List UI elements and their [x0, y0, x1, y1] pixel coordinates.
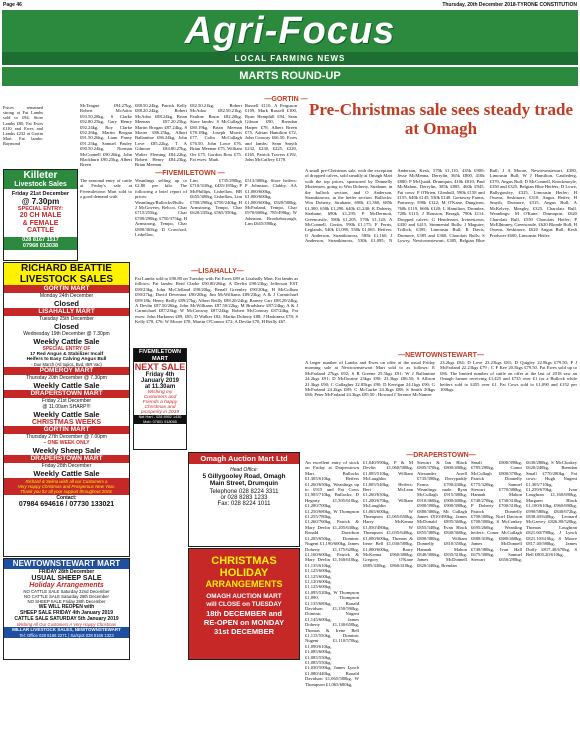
fmt-date1: Friday 4th	[145, 372, 175, 378]
richard-title2: LIVESTOCK SALES	[4, 274, 129, 285]
omagh-auction-ad	[188, 452, 300, 547]
nts-wish: Wishing All Our Customers A Very Happy Christmas	[16, 622, 117, 627]
draperstown-col2: £1,040/590kg, P & M Devlin £1,060/580kg, £1,005/510kg, William McLaughlin £1,005/540kg. Heifers: Bert McLean £1,260/650kg, £1,200/670kg, William McLaughlin £1,065/600kg, W Thompson £1,065/650kg, Harry McKenna £1,050/480kg, W Thompson £1,035/640kg, £1,000/600kg, Thomas & Irene Bell £1,030/580kg, £1,000/600kg, Barry McKenna £960/480kg, Gregory O'Kane £885/430kg, £860/410kg, Stewart & Ian Black £805/370kg, £800/400kg, Alexander Arrell £735/390kg, Derrypaddy Farms £700/430kg. Weanlings: male: Ryan McCullagh £915/380kg, £910/460kg, £900/400kg, £900/390kg, £900/390kg, £880/380kg, Mc Cullagh James £910/490kg, James McDonald £895/360kg, £855/340kg, Evan Black £855/380kg, £840/360kg, £800/380kg, William Donnelly £810/350kg, Hannah Mahon £840/300kg, £835/310kg, James McDonnell £820/340kg, Brendan	[363, 460, 467, 568]
fmt-wish1: Wishing my	[147, 390, 173, 395]
special-entry: SPECIAL ENTRY OF	[42, 346, 91, 352]
draperstown-col3: Small £800/390kg, £785/290kg, Conor McCullagh £800/370kg, Patrick Donnelly £775/320kg, Samuel Stewart £770/380kg, Hannah Mahon £740/270kg, £730/310kg, P Doherty £700/310kg, Patrick Donnelly £700/300kg, Noel Davison £700/300kg, S McConkey £695/260kg. Weanling heifers: Conor McCullagh £880/410kg, £880/460kg, James McDonnell £740/380kg, Ivan Hall £675/300kg, Samuel Stewart £650/290kg, £630/280kg, S McCluskey £620/240kg, Brendan Small £770/280kg. Fat cows: Hugh Nugent £1,305/710kg, £1,259/670kg. Ivan Loughran £1,160/690kg, Margaret Black £1,100/610kg, £960/690kg, £990/580kg, £840/672kg, £838.40/640kg, Leonard McGarvey £826.80/520kg, Thomas Loughran £821.60/790kg, J Lynch £821.10/610kg, S Moore £817.40/580kg, James Duffy £817.40/670kg, S Bell £805.20/610kg.	[471, 460, 577, 563]
nts-line3: NO SHEEP SALE Friday 28th December	[27, 599, 106, 604]
draperstown-mart-label-2: DRAPERSTOWN MART	[4, 455, 129, 463]
fivemiletown-ad	[133, 348, 187, 450]
pomeroy-sale: Weekly Cattle Sale	[33, 381, 100, 390]
killeter-title: Killeter	[4, 170, 77, 181]
gortin-col4: £82.50.21kg, Robert McAdoo £82.50.21kg, Pauline Bruin £82.20kg. Store lambs: S McCullagh £80.19kg, Brian Meenan £78.18kg, Joseph Morris £77, Colin McCullagh £76.50, John Lowe £76, Brian Meenan £75, William Orr £75, Gordon Ross £75. Fat ewes: Mark	[190, 103, 242, 163]
lisahally-mart-label: LISAHALLY MART	[4, 308, 129, 316]
fivemiletown-col2: Weanlings selling up to £2.80 per kilo. The following a brief report of prices: Weanlings/Bullocks/Bulls: J McGovern, Belcoo, Char £715/255kg, Char £700/290kg, £750/375kg; H Armstrong, Tempo, Char £800/365kg; D Crawford, Lisbellaw,	[135, 178, 187, 238]
gortin-col5: Russell £110, A Ferguson £109, Mark Russell £100, Ryan Hemphill £94, Sean Gibson £90, Brendan Harper £78. Albert Breen £75, Adrian Hamilton £72, John Conway £66.50. Ewes and lambs: Sean Smyth £232, £230, £225, £220, £165, Patrick Travers £192, John McCaffrey £170.	[245, 103, 297, 163]
gortin-closed: Closed	[53, 299, 79, 308]
killeter-subtitle: Livestock Sales	[4, 181, 77, 189]
lisahally-body: Fat Lambs sold to £90.80 on Tuesday with Fat Ewes £89 at Lisahally Mart. Fat lambs as follows: Fat lambs: Reid Clarke £90.80/26kg; A Devlin £90/23kg; Jefferson EST £90/23kg, John McClelland £90/20kg, Renall Greenley £90/20kg; H McCollum £90/27kg; David Devennor £90/20kg; Jim McWilliams £89/23kg; A & J Carmichael £89/18k; Henry Reilly £89/27kg; Albert Reilly £88.20/24kg; Barney Carr £88.20/24kg, A Devlin £87.50/26kg, John McWilliams £87.50/22kg; M Bradshaw £87/24kg; A & J Carmichael £87/23kg; W McConway £87/24kg; Robert McConway £87/24kg. Fat ewes: John Harkness £89, £85; D Walker £82; Martin Doherty £88; J Harkiness £78; S Kelly £78, £76; W Moore £78, Martin O'Connor £72; A Devlin £70, H Reilly £67.	[135, 276, 298, 325]
draperstown-sale-2: Weekly Cattle Sale	[33, 469, 100, 478]
contact-phones: 07984 694616 / 07730 133021	[18, 501, 115, 508]
lisahally-closed: Closed	[53, 322, 79, 331]
fmt-time: at 11.30am	[144, 384, 176, 390]
omagh-title: Omagh Auction Mart Ltd	[189, 453, 299, 464]
gortin-date-2: Thursday 27th December @ 7.00pm	[26, 434, 107, 440]
feature-headline: Pre-Christmas sale sees steady trade at Omagh	[308, 100, 574, 138]
fmt-mob: Mob: 07801 918065	[134, 420, 186, 425]
killeter-phone1: 028 8167 1517	[4, 237, 77, 244]
page-header	[0, 0, 580, 10]
nts-line2: NO CATTLE SALE Saturday 29th December	[24, 594, 109, 599]
section-title: MARTS ROUND-UP	[2, 67, 578, 86]
omagh-fax: Fax: 028 8224 1011	[217, 501, 271, 507]
gortin-section-header: —GORTIN —	[264, 96, 308, 103]
draperstown-col1: An excellent entry of stock on Friday at Draperstown Mart. Bullocks £1,305/610kg. Heifers £1,260/650kg. Weanlings up to £915 and Fat Cows £1,905/710kg. Bullocks: D Hegarty £1,305/610kg, £1,280/700kg, £1,250/680kg, W Thompson £1,255/780kg, £1,260/760kg, Patrick & Mary Devlin £1,205/630kg, Ronald Davidson £1,205/650kg, Dominic Nugent £1,190/600kg, James Doherty £1,175/620kg, £1,160/600kg, Patrick & Mary Devlin £1,160/610kg, £1,135/610kg, £1,125/600kg, £1,125/600kg, £1,120/600kg, £1,125/600kg, £1,095/520kg, W Thompson £1,090, Thompson £1,135/680kg, Ronald Davidson £1,150/590kg, Dominic Nugent £1,145/600kg, James Doherty £1,130/650kg, Thomas & Irene Bell £1,115/550kg, Dominic Nugent £1,110/570kg, £1,090/610kg, £1,085/600kg, £1,085/550kg, £1,085/550kg, £1,030/500kg, James Lynch £1,080/440kg, Ronald Davidson £1,065/580kg, W Thompson £1,065/680kg,	[305, 460, 359, 687]
xmas-line5: will CLOSE on TUESDAY	[206, 601, 282, 608]
special-detail3: - Due March (All topics, Bvd, IBR Vac)	[31, 362, 102, 367]
one-week-only: – ONE WEEK ONLY	[43, 440, 90, 446]
killeter-entry2: & FEMALE	[22, 219, 59, 227]
xmas-line7: RE-OPEN on MONDAY	[203, 618, 285, 627]
gortin-col3: £88.50.24kg, Patrick Kelly £88.20.24kg, Robert McAdoo £88.24kg, Brian Meenan £87.20.25kg, Martin Brogan £87.24kg, S Moore £86.25kg, Albert Ballantine £86.24kg, John Love £85.22kg, T A Gilmore £84.80.27kg, Walter Fleming £84.22kg, Robert Henry £84.23kg, Brian Meenan	[135, 103, 187, 168]
richard-title1: RICHARD BEATTIE	[4, 263, 129, 274]
page-number: Page 46	[3, 2, 22, 8]
fivemiletown-col3: Lim £735/290kg, £710/310kg, £435/185kg; P McPhillips, Lisbellaw, BB £655/300kg, Lisbellaw, Lim £700/290kg, £750/240kg; H Armstrong, Tempo, Char £620/235kg, £565/350kg,	[190, 178, 242, 216]
omagh-head-office: Head Office:	[230, 467, 258, 473]
wed-date: Wednesday 19th December @ 7.30pm	[23, 331, 110, 337]
newtownstewart-ad	[3, 558, 130, 660]
masthead	[2, 10, 578, 52]
greeting-banner	[4, 478, 129, 495]
newtownstewart-col1: A larger number of Lambs and Ewes on offer at the usual Friday morning sale at Newtownstewart Mart sold to as follows: E McFarland 27kgs £92; S R Greene 25.5kgs £91; W J Ballantine 24.2kgs £91; D McIlwaine 23kgs £90; 23.3kgs £86.50; S Allison 21.3kgs £90; C Gallagher 22.85kgs £90; D Kerrigan 24.1kgs £90; G McFarland 24.2kgs £89; C McGurke 24.3kgs £88; S Smith 20kgs £86; Peter McFarland 24.3kgs £85.50 ; Howard J Terence McNamee	[305, 360, 435, 398]
draperstown-time: @ 11.00am SHARP!!!	[42, 404, 91, 410]
omagh-tel: Telephone 028 8224 3311	[209, 489, 279, 495]
draperstown-date: Friday 21st December	[41, 398, 92, 404]
contact-label: Contact:	[56, 495, 77, 501]
lisahally-section-header: —LISAHALLY—	[191, 268, 244, 275]
fmt-wish4: Christmas and	[144, 405, 176, 410]
killeter-time: @ 7.30pm	[21, 197, 60, 206]
nts-line5: CATTLE SALE SATURDAY 5th January 2019	[14, 616, 119, 622]
special-detail2: Heifers to Easy Calving Angus Bull	[26, 357, 107, 362]
pomeroy-mart-label: POMEROY MART	[4, 367, 129, 375]
xmas-line6: 18th DECEMBER and	[206, 609, 282, 618]
xmas-line8: 31st DECEMBER	[213, 627, 274, 636]
fivemiletown-intro: The seasonal entry of cattle at Friday's sale at Fivemiletown Mart sold to a good demand with	[80, 178, 132, 200]
omagh-tel2: or 028 8283 1233	[220, 495, 268, 501]
nts-line4: SHEEP SALE FRIDAY 4th January 2019	[19, 610, 113, 616]
date-line: Thursday, 20th December 2018-TYRONE CONSTITUTION	[442, 2, 577, 8]
fmt-date2: January 2019	[140, 378, 180, 384]
xmas-line3: ARRANGEMENTS	[205, 579, 283, 589]
fmt-next-sale: NEXT SALE	[134, 362, 186, 372]
nts-reopen: WE WILL REOPEN with	[38, 604, 95, 610]
draperstown-section-header: —DRAPERSTOWN—	[406, 452, 476, 459]
greeting-line3: Thank you for all your support throughout 2018.	[20, 489, 113, 494]
nts-title: NEWTOWNSTEWART MART	[4, 559, 129, 569]
nts-tel: Tel: Office 028 8166 2271 | Sa/spot 028 8166 1323	[4, 633, 129, 638]
fmt-wish3: Friends a happy	[142, 400, 178, 405]
killeter-entry3: CATTLE	[26, 227, 55, 234]
nts-sale: USUAL SHEEP SALE	[31, 575, 102, 582]
gortin-mart-label: GORTIN MART	[4, 285, 129, 293]
killeter-ad	[3, 169, 78, 261]
gortin-mart-date: Monday 24th December	[39, 293, 94, 299]
omagh-address2: Main Street, Drumquin	[209, 480, 279, 487]
newtownstewart-section-header: —NEWTOWNSTEWART—	[398, 352, 484, 359]
fivemiletown-section-header: —FIVEMILETOWN —	[155, 170, 225, 177]
killeter-entry1: 20 CH MALE	[19, 212, 62, 219]
newtownstewart-col2: 23.2kgs £84; D Love 23.23kgs £83; D Quigley 22.8kgs £79.50; P J McFarland 22.23kgs £79 ; C F Kee 20.5kgs £79.50. Fat Ewes sold up to £86. The limited number of cattle on offer at the last of 2018 saw an Omagh farmer receiving £1,425 and £735 over £1 for a Bullock while heifers sold to £455 over £1. Fat Cows sold to £1,090 and £152 per 100kgs.	[440, 360, 577, 393]
draperstown-sale: Weekly Cattle Sale	[33, 410, 100, 419]
feature-body: A small pre-Christmas sale, with the exception of dropped calves, sold steadily at Omagh Mart with the top prices, sponsored by Donnelly Mortensen, going to Wm Doherty, Strabane, in the bullock section, and O Anderson, Stranikinross, in the heifer section. Bullocks: Wm Doherty, Strabane, 690k £1,360, 685k £1,300, 650k £1,290, 640k £1,240; K Doherty, Strabane, 690k £1,295; P McDermott, Greencastle, 580k £1,205, 570k £1,120; A McConnell, Gortin, 590k £1,175; F Ferris, Leglands, 540k £1,090, 530k £1,065. Heifers: O Anderson, Stranikinross, 585k £1,160, J Anderson, Stranikinross, 530k £1,095; N Anderson, Kesh, 570k £1,110, 435k £900; Jesse McMenna, Derrylin, 365k £800, 410k £880; P McQuaid, Drumquin, 410k £810; Paul McMahon, Derrylin, 385k £805, 460k £945. Fat cows: P O'Brien, Glenhull, 590k £158 and £155, 640k £145, 530k £148. Gortaway Farms, Pomeroy, 590k £122; M O'Kane, Dungiven, 760k £119, 660k £120; L Hamilton, Dromlea, 720k £115; J Houston, Beragh, 790k £114. Dropped calves: G Henderson, Irvinestown, £430 and £415, Simmental Bulls; J Maguire, Trillick, £395; Limousin Bull; R Davis, Dromore, £385 and £360, Charolais Bulls; S Lowry, Newtownstewart, £385, Belgian Blue Bull; J A Moore, Newtownstewart, £380, Limousin Bull; W J Hamilton, Castlederg, £370, Angus Bull; D McConnell, Knockmoyle, £350 and £325, Belgian Blue Heifers; D Lowe, Ballygawley, £325, Limousin Heifer; H Owens, Seskinore, £310, Angus Heifer; H Smyth, Dromore, £315, Angus Bull; A McKelvey, Meaghy, £325, Charolais Bull. Weanlings: M O'Kane, Drumquin, £620 Charolais Bull, £550 Charolais Heifer; P McElhinney, Greencastle, £620 Blonde Bull; H Owens, Seskinore, £620 Angus Bull, Kesh Producer £600, Limousin Heifer.	[305, 168, 577, 244]
nts-line1: NO CATTLE SALE Saturday 22nd December	[23, 589, 110, 594]
draperstown-date-2: Friday 28th December	[41, 463, 92, 469]
nts-date: FRIDAY 28th December	[38, 569, 95, 575]
christmas-ad	[188, 548, 300, 660]
fmt-title1: FIVEMILETOWN	[134, 349, 186, 356]
fmt-wish5: prosperity in 2019	[140, 410, 180, 415]
greeting-line2: Very Happy Christmas and Prosperous New Year.	[17, 484, 116, 489]
draperstown-mart-label: DRAPERSTOWN MART	[4, 390, 129, 398]
sheep-sale: Weekly Sheep Sale	[32, 446, 101, 455]
gortin-col2: McTeague £94.27kg, Robert McAdoo £93.50.28kg, S Clarke £92.80.25kg, Gary Henry £92.24kg, Roy Clarke £92.26kg, Martin Brogan £91.50.26kg, Liam Pansy £91.25kg, Samuel Pauley £90.50.24kg, Norman McConnell £90.26kg, John Blackburn £90.25kg, Albert Breen	[80, 103, 132, 168]
fmt-title2: MART	[134, 356, 186, 363]
killeter-special: SPECIAL ENTRY:	[17, 206, 64, 212]
brand-logo: Agri-Focus	[184, 9, 396, 52]
fmt-wish2: Customers and	[143, 395, 177, 400]
christmas-weeks: CHRISTMAS WEEKS	[31, 419, 102, 426]
fmt-name: Nat Hart - 028 8952 1430	[134, 415, 186, 420]
lisahally-mart-date: Tuesday 25th December	[39, 316, 94, 322]
fivemiletown-col4: £513/300kg. Store heifers: P Johnston, Clabby, AA £1,000/600kg, £1,000/600kg, £1,000/600kg, £920/580kg. McFarland, Tempo, Char £970/600kg, 785/490kg; W Johnston, Brookeborough, Lim £645/390kg.	[245, 178, 297, 227]
pomeroy-date: Thursday 20th December @ 7.30pm	[26, 375, 107, 381]
special-detail1: 17 Red Angus & Stabilizer Incalf	[29, 352, 104, 357]
xmas-line1: CHRISTMAS	[211, 555, 277, 567]
nts-web: MILLAR LIVESTOCK SALES, NEWTOWNSTEWART	[4, 627, 129, 633]
gortin-intro: Prices remained strong at Fat Lambs sold to £94, Store Lambs £80, Fat Ewes £110 and Ewes and Lambs £232 at Gortin Mart. Fat lambs: Raymond	[3, 105, 43, 147]
greeting-line1: Richard & Selina wish all our Customers a	[25, 479, 108, 484]
richard-beattie-ad	[3, 262, 130, 557]
omagh-address1: 5 Gillygooley Road, Omagh	[202, 473, 286, 480]
gortin-mart-label-2: GORTIN MART	[4, 426, 129, 434]
killeter-date: Friday 21st December	[11, 191, 70, 197]
killeter-phone2: 07968 013038	[4, 243, 77, 250]
nts-holiday: Holiday Arrangements	[29, 582, 104, 589]
xmas-line4: OMAGH AUCTION MART	[206, 593, 282, 600]
weekly-cattle-sale: Weekly Cattle Sale	[33, 337, 100, 346]
tagline: LOCAL FARMING NEWS	[2, 52, 578, 65]
xmas-line2: HOLIDAY	[219, 567, 269, 579]
